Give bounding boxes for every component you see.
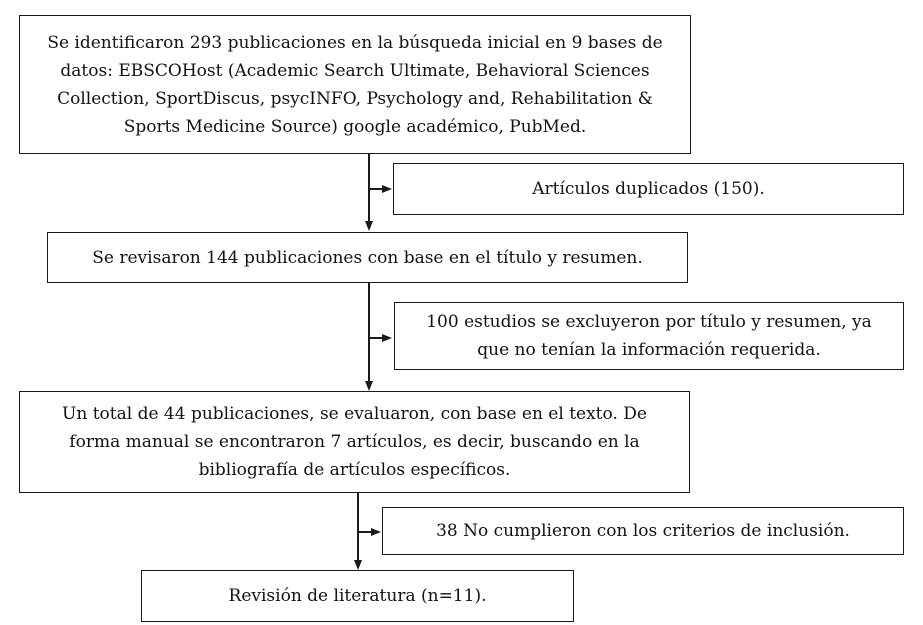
- exclusion-duplicates-text: Artículos duplicados (150).: [532, 179, 765, 199]
- step-included-box: [141, 570, 574, 622]
- step-identification-box: [19, 15, 691, 154]
- arrow-right-2: [382, 334, 392, 342]
- arrow-right-1: [382, 185, 392, 193]
- exclusion-title-abstract-text: 100 estudios se excluyeron por título y resumen, ya que no tenían la información requerida.: [426, 312, 872, 360]
- step-screening-text: Se revisaron 144 publicaciones con base en el título y resumen.: [92, 247, 643, 268]
- step-screening-box: [47, 232, 688, 283]
- connector-line-2: [368, 283, 370, 382]
- exclusion-criteria-box: [382, 507, 904, 555]
- branch-line-3: [358, 531, 372, 533]
- branch-line-1: [369, 188, 383, 190]
- arrow-right-3: [371, 528, 381, 536]
- branch-line-2: [369, 337, 383, 339]
- step-eligibility-box: [19, 391, 690, 493]
- step-identification-text: Se identificaron 293 publicaciones en la búsqueda inicial en 9 bases de datos: EBSCOHost (Academic Search Ultimate, Behavioral Sciences Collection, SportDiscus, psycINFO, Psychology and, Rehabilitation & Sports Medicine Source) google académico, PubMed.: [47, 32, 663, 137]
- arrow-down-2: [365, 381, 373, 391]
- arrow-down-1: [365, 221, 373, 231]
- connector-line-3: [357, 493, 359, 561]
- step-included-text: Revisión de literatura (n=11).: [228, 586, 487, 606]
- exclusion-title-abstract-box: [394, 302, 904, 370]
- step-eligibility-text: Un total de 44 publicaciones, se evaluaron, con base en el texto. De forma manual se encontraron 7 artículos, es decir, buscando en la bibliografía de artículos específicos.: [62, 404, 647, 480]
- exclusion-criteria-text: 38 No cumplieron con los criterios de inclusión.: [436, 521, 850, 541]
- exclusion-duplicates-box: [393, 163, 904, 215]
- arrow-down-3: [354, 560, 362, 570]
